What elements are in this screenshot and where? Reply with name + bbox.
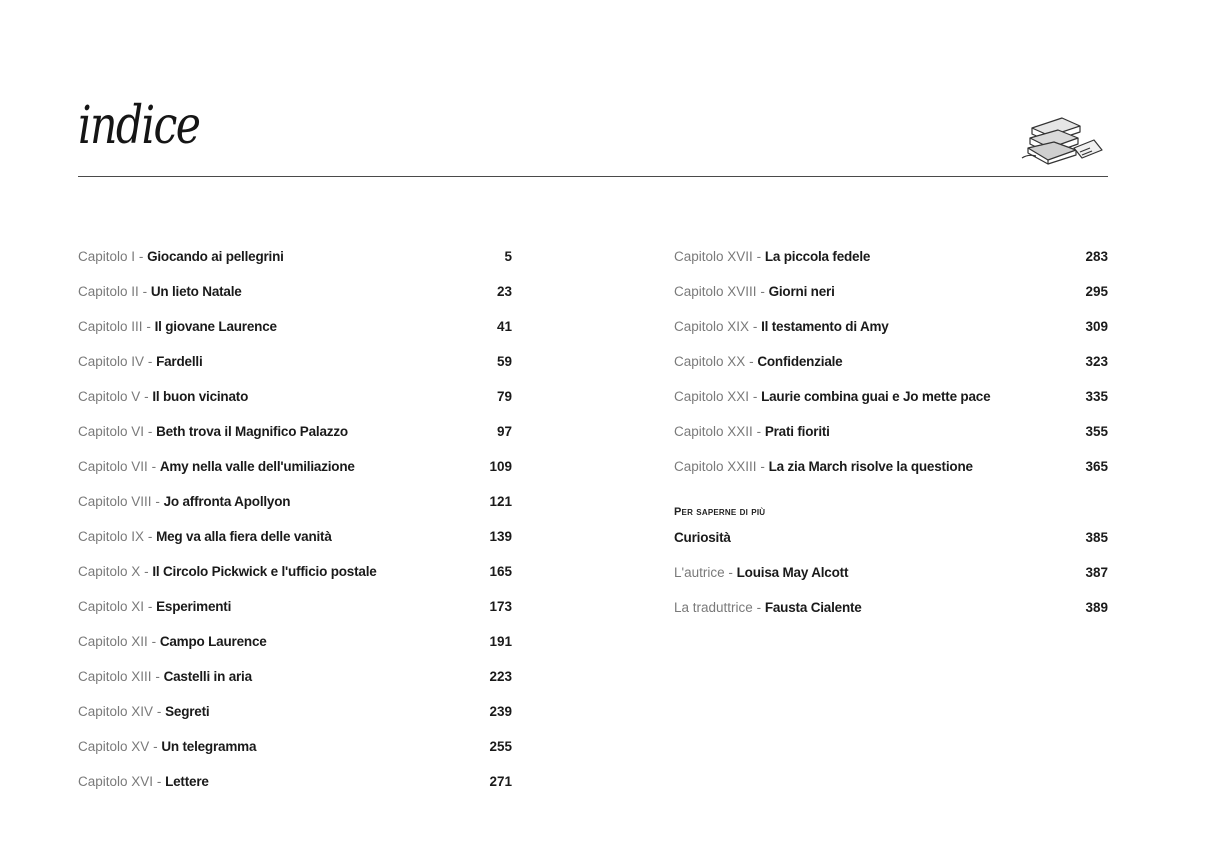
toc-row[interactable]: Capitolo XI - Esperimenti 173: [78, 599, 512, 614]
toc-left-column: [78, 241, 512, 801]
toc-row[interactable]: Capitolo XVI - Lettere 271: [78, 774, 512, 789]
extras-heading: Per saperne di più: [674, 506, 766, 518]
toc-row[interactable]: Capitolo VI - Beth trova il Magnifico Palazzo 97: [78, 424, 512, 439]
toc-row[interactable]: Capitolo VIII - Jo affronta Apollyon 121: [78, 494, 512, 509]
toc-row[interactable]: Capitolo III - Il giovane Laurence 41: [78, 319, 512, 334]
toc-row[interactable]: Capitolo IX - Meg va alla fiera delle vanità 139: [78, 529, 512, 544]
toc-row[interactable]: Capitolo XXI - Laurie combina guai e Jo mette pace 335: [674, 389, 1108, 404]
toc-row[interactable]: Capitolo XVIII - Giorni neri 295: [674, 284, 1108, 299]
extras-row-traduttrice[interactable]: La traduttrice - Fausta Cialente 389: [674, 600, 1108, 615]
toc-row[interactable]: Capitolo XXII - Prati fioriti 355: [674, 424, 1108, 439]
toc-row[interactable]: Capitolo I - Giocando ai pellegrini 5: [78, 249, 512, 264]
toc-row[interactable]: Capitolo IV - Fardelli 59: [78, 354, 512, 369]
toc-row[interactable]: Capitolo XV - Un telegramma 255: [78, 739, 512, 754]
toc-row[interactable]: Capitolo XIV - Segreti 239: [78, 704, 512, 719]
toc-row[interactable]: Capitolo VII - Amy nella valle dell'umiliazione 109: [78, 459, 512, 474]
books-icon: [1018, 108, 1106, 170]
toc-row[interactable]: Capitolo XIX - Il testamento di Amy 309: [674, 319, 1108, 334]
toc-row[interactable]: Capitolo X - Il Circolo Pickwick e l'ufficio postale 165: [78, 564, 512, 579]
toc-row[interactable]: Capitolo V - Il buon vicinato 79: [78, 389, 512, 404]
toc-row[interactable]: Capitolo XVII - La piccola fedele 283: [674, 249, 1108, 264]
page-title: indice: [78, 96, 200, 156]
toc-row[interactable]: Capitolo XIII - Castelli in aria 223: [78, 669, 512, 684]
extras-row-curiosita[interactable]: Curiosità 385: [674, 530, 1108, 545]
toc-row[interactable]: Capitolo XXIII - La zia March risolve la questione 365: [674, 459, 1108, 474]
toc-row[interactable]: Capitolo II - Un lieto Natale 23: [78, 284, 512, 299]
header-rule: [78, 176, 1108, 177]
toc-row[interactable]: Capitolo XX - Confidenziale 323: [674, 354, 1108, 369]
toc-row[interactable]: Capitolo XII - Campo Laurence 191: [78, 634, 512, 649]
extras-row-autrice[interactable]: L'autrice - Louisa May Alcott 387: [674, 565, 1108, 580]
toc-right-column: [674, 241, 1108, 627]
